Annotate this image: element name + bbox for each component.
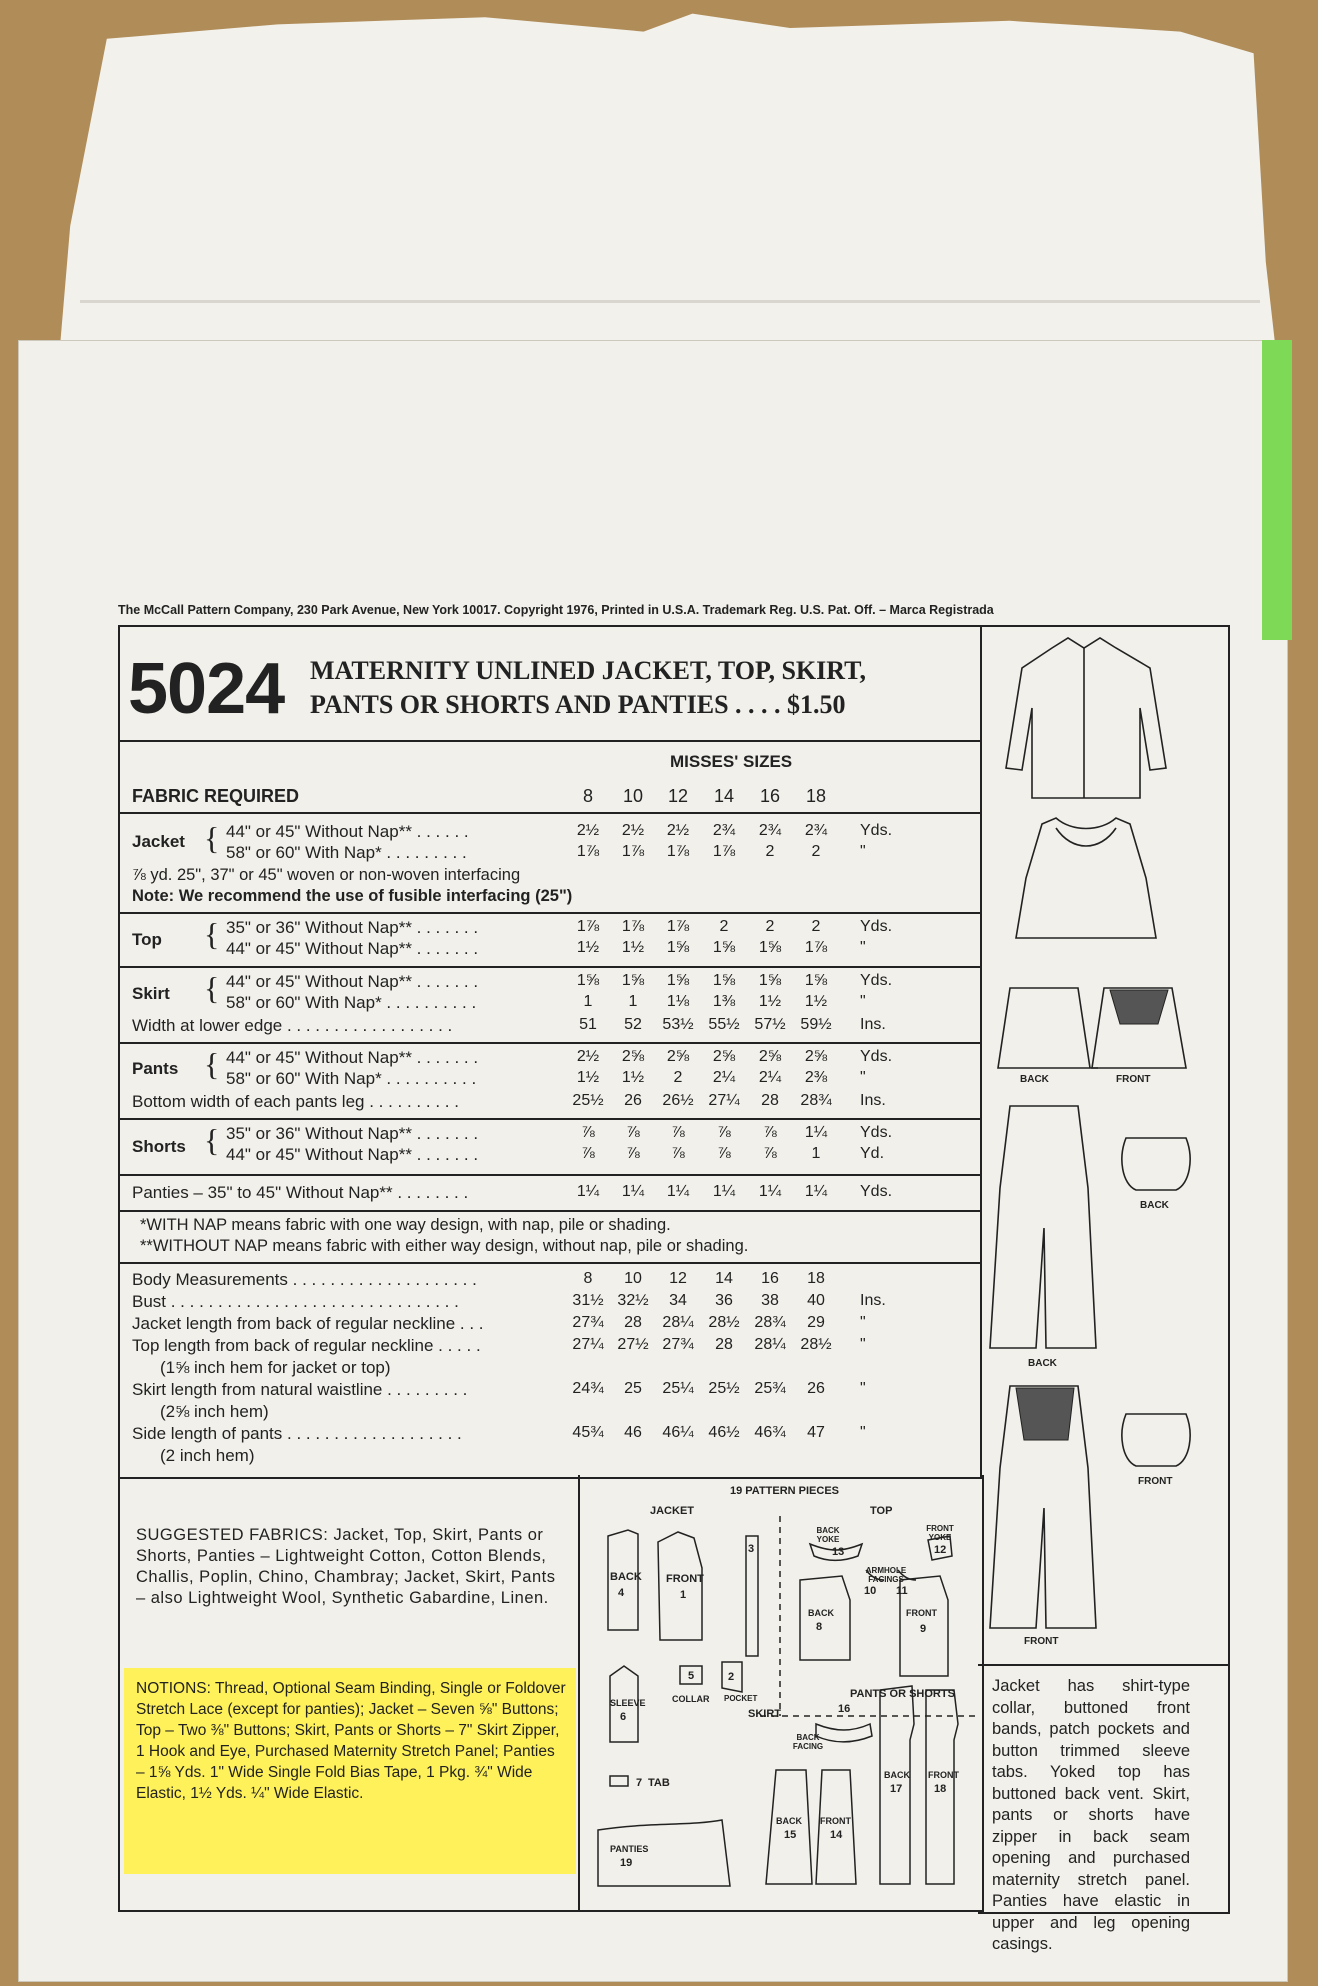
- row-value: 1⅝: [758, 939, 782, 956]
- row-value: 2: [719, 918, 729, 935]
- row-value: ⅞: [763, 1145, 777, 1162]
- row-unit: ": [860, 1380, 866, 1397]
- row-value: 2½: [576, 822, 600, 839]
- row-value: 2¾: [712, 822, 736, 839]
- piece-6-number: 6: [620, 1711, 627, 1723]
- row-value: 25¾: [754, 1380, 786, 1397]
- body-size: 12: [669, 1270, 687, 1287]
- row-value: ⅞: [717, 1145, 731, 1162]
- row-value: ⅞: [763, 1124, 777, 1141]
- row-desc: Bottom width of each pants leg . . . . . . . . . .: [132, 1092, 459, 1111]
- row-value: 51: [579, 1016, 597, 1033]
- row-desc: Jacket length from back of regular neckline . . .: [132, 1314, 484, 1333]
- body-size: 16: [761, 1270, 779, 1287]
- row-value: ⅞: [581, 1145, 595, 1162]
- row-value: 1⅛: [666, 993, 690, 1010]
- size-heading: 12: [667, 786, 689, 806]
- armhole-facings-label: ARMHOLE FACINGS: [865, 1566, 907, 1584]
- row-value: 1⅞: [576, 843, 600, 860]
- piece-panties-text: PANTIES: [610, 1844, 649, 1854]
- row-value: 59½: [800, 1016, 832, 1033]
- divider: [118, 1042, 980, 1044]
- piece-back-facing-16: [816, 1724, 872, 1742]
- row-value: 46: [624, 1424, 642, 1441]
- row-value: 52: [624, 1016, 642, 1033]
- illus-back-label-3: BACK: [1028, 1358, 1057, 1369]
- piece-skirt-back-text: BACK: [776, 1816, 802, 1826]
- row-value: 1½: [576, 939, 600, 956]
- row-unit: Yds.: [860, 1124, 893, 1141]
- row-value: 1⅝: [712, 939, 736, 956]
- pieces-jacket-label: JACKET: [650, 1505, 695, 1517]
- row-desc: 35" or 36" Without Nap** . . . . . . .: [226, 1124, 479, 1143]
- row-value: ⅞: [626, 1124, 640, 1141]
- envelope-flap: [58, 10, 1278, 370]
- skirt-back-illustration: [998, 988, 1098, 1068]
- piece-tab-7: [610, 1776, 628, 1786]
- size-heading: 8: [582, 786, 593, 806]
- row-unit: ": [860, 1314, 866, 1331]
- divider: [118, 1262, 980, 1264]
- row-value: 1⅞: [576, 918, 600, 935]
- pattern-number: 5024: [128, 649, 285, 729]
- row-value: 27¾: [662, 1336, 694, 1353]
- brace: {: [204, 1046, 220, 1082]
- piece-9-number: 9: [920, 1623, 927, 1635]
- body-size: 8: [583, 1270, 593, 1287]
- row-value: 1⅝: [666, 972, 690, 989]
- row-value: 1½: [576, 1069, 600, 1086]
- piece-front-1-text: FRONT: [666, 1573, 704, 1585]
- row-value: 2½: [621, 822, 645, 839]
- row-value: 55½: [708, 1016, 740, 1033]
- body-size: 14: [715, 1270, 733, 1287]
- row-value: 1¼: [758, 1183, 782, 1200]
- row-unit: ": [860, 1424, 866, 1441]
- piece-18-number: 18: [934, 1783, 947, 1795]
- row-value: 1½: [804, 993, 828, 1010]
- row-value: 36: [715, 1292, 733, 1309]
- piece-14-number: 14: [830, 1829, 843, 1841]
- row-value: 1¼: [666, 1183, 690, 1200]
- row-value: 1¼: [804, 1183, 828, 1200]
- interfacing-note: ⅞ yd. 25", 37" or 45" woven or non-woven interfacing: [132, 866, 521, 884]
- row-desc: 44" or 45" Without Nap** . . . . . .: [226, 822, 469, 841]
- suggested-fabrics: SUGGESTED FABRICS: Jacket, Top, Skirt, Pants or Shorts, Panties – Lightweight Cotton, Cotton Blends, Challis, Poplin, Chino, Chambray; Jacket, Skirt, Pants – also Lightweight Wool, Synthetic Gabardine, Linen.: [136, 1526, 556, 1607]
- row-desc: 58" or 60" With Nap* . . . . . . . . . .: [226, 993, 477, 1012]
- row-value: 28¾: [754, 1314, 786, 1331]
- size-heading: 18: [805, 786, 827, 806]
- row-value: 2⅝: [666, 1048, 690, 1065]
- divider: [118, 812, 980, 814]
- row-value: ⅞: [581, 1124, 595, 1141]
- piece-11-number: 11: [896, 1585, 908, 1597]
- row-value: 2: [765, 843, 775, 860]
- row-value: 2: [811, 843, 821, 860]
- illus-front-label-1: FRONT: [1116, 1074, 1151, 1085]
- row-value: 1½: [621, 1069, 645, 1086]
- piece-4-number: 4: [618, 1587, 625, 1599]
- row-value: 32½: [617, 1292, 649, 1309]
- piece-top-front-text: FRONT: [906, 1608, 937, 1618]
- row-value: 1¼: [621, 1183, 645, 1200]
- row-value: 28: [761, 1092, 779, 1109]
- illus-back-label-1: BACK: [1020, 1074, 1049, 1085]
- row-value: 1½: [758, 993, 782, 1010]
- row-desc: 58" or 60" With Nap* . . . . . . . . . .: [226, 1069, 477, 1088]
- jacket-label: Jacket: [132, 832, 185, 851]
- row-value: 27½: [617, 1336, 649, 1353]
- illus-back-label-2: BACK: [1140, 1200, 1169, 1211]
- piece-19-number: 19: [620, 1857, 633, 1869]
- row-value: 28¾: [800, 1092, 832, 1109]
- row-unit: Yd.: [860, 1145, 885, 1162]
- row-value: 1⅞: [666, 918, 690, 935]
- divider: [118, 912, 980, 914]
- brace: {: [204, 916, 220, 952]
- garment-illustrations: [980, 628, 1226, 1668]
- row-value: 1: [583, 993, 593, 1010]
- piece-top-back-text: BACK: [808, 1608, 834, 1618]
- row-value: 45¾: [572, 1424, 604, 1441]
- row-value: ⅞: [626, 1145, 640, 1162]
- row-value: 2¼: [712, 1069, 736, 1086]
- size-heading: 16: [759, 786, 781, 806]
- row-unit: ": [860, 993, 866, 1010]
- row-value: 2½: [576, 1048, 600, 1065]
- row-value: 40: [807, 1292, 825, 1309]
- pieces-pants-label: PANTS OR SHORTS: [850, 1688, 955, 1700]
- row-value: 1⅞: [666, 843, 690, 860]
- row-value: 2⅝: [621, 1048, 645, 1065]
- pants-back-illustration: [990, 1106, 1096, 1348]
- piece-skirt-front-14: [816, 1770, 856, 1884]
- row-value: 2¼: [758, 1069, 782, 1086]
- jacket-illustration: [1006, 638, 1166, 798]
- row-value: 25½: [708, 1380, 740, 1397]
- row-desc: Panties – 35" to 45" Without Nap** . . . . . . . .: [132, 1183, 469, 1202]
- row-desc: Side length of pants . . . . . . . . . . . . . . . . . . .: [132, 1424, 462, 1443]
- row-value: 2⅜: [804, 1069, 828, 1086]
- row-value: 29: [807, 1314, 825, 1331]
- row-value: ⅞: [671, 1124, 685, 1141]
- row-value: 1⅞: [621, 843, 645, 860]
- skirt-label: Skirt: [132, 984, 170, 1003]
- piece-5-number: 5: [688, 1670, 695, 1682]
- pocket-label: POCKET: [724, 1694, 758, 1703]
- row-value: 38: [761, 1292, 779, 1309]
- row-value: 1¼: [804, 1124, 828, 1141]
- row-value: 1⅝: [712, 972, 736, 989]
- row-desc: 44" or 45" Without Nap** . . . . . . .: [226, 972, 479, 991]
- illus-front-label-2: FRONT: [1138, 1476, 1173, 1487]
- row-value: 1⅞: [621, 918, 645, 935]
- top-label: Top: [132, 930, 162, 949]
- size-heading: 10: [622, 786, 644, 806]
- garment-description: Jacket has shirt-type collar, buttoned front bands, patch pockets and button trimmed sleeve tabs. Yoked top has buttoned back vent. Skirt, pants or shorts have zipper in back seam opening and purchased maternity stretch panel. Panties have elastic in upper and leg opening casings.: [992, 1677, 1190, 1953]
- green-tape: [1262, 340, 1292, 640]
- top-illustration: [1016, 818, 1156, 938]
- brace: {: [204, 1122, 220, 1158]
- pattern-pieces-title: 19 PATTERN PIECES: [730, 1485, 840, 1497]
- fabric-required-heading: FABRIC REQUIRED: [132, 786, 300, 806]
- flap-crease: [80, 300, 1260, 303]
- row-unit: Yds.: [860, 918, 893, 935]
- row-value: 1: [628, 993, 638, 1010]
- row-unit: ": [860, 1336, 866, 1353]
- row-value: 57½: [754, 1016, 786, 1033]
- row-unit: Ins.: [860, 1092, 886, 1109]
- row-desc: (2 inch hem): [160, 1446, 255, 1465]
- row-desc: Top length from back of regular neckline . . . . .: [132, 1336, 481, 1355]
- piece-top-back-8: [800, 1576, 850, 1660]
- row-value: 2: [765, 918, 775, 935]
- piece-pants-front-text: FRONT: [928, 1770, 959, 1780]
- piece-tab-text: TAB: [648, 1777, 670, 1789]
- body-header: Body Measurements . . . . . . . . . . . . . . . . . . . .: [132, 1270, 477, 1289]
- pattern-pieces-diagram: [580, 1480, 978, 1908]
- row-unit: ": [860, 939, 866, 956]
- row-value: 1½: [621, 939, 645, 956]
- row-value: 1⅜: [712, 993, 736, 1010]
- row-value: 2⅝: [712, 1048, 736, 1065]
- row-value: 46½: [708, 1424, 740, 1441]
- without-nap-note: **WITHOUT NAP means fabric with either way design, without nap, pile or shading.: [140, 1237, 749, 1255]
- divider: [118, 966, 980, 968]
- row-value: 25¼: [662, 1380, 694, 1397]
- row-unit: Ins.: [860, 1016, 886, 1033]
- row-value: 1¼: [576, 1183, 600, 1200]
- piece-15-number: 15: [784, 1829, 797, 1841]
- row-value: 1⅞: [712, 843, 736, 860]
- row-value: 28¼: [754, 1336, 786, 1353]
- back-yoke-label: BACK YOKE: [816, 1526, 840, 1544]
- size-heading: 14: [713, 786, 735, 806]
- row-desc: (1⅝ inch hem for jacket or top): [160, 1358, 391, 1377]
- row-desc: Width at lower edge . . . . . . . . . . . . . . . . . .: [132, 1016, 453, 1035]
- with-nap-note: *WITH NAP means fabric with one way design, with nap, pile or shading.: [140, 1216, 671, 1234]
- row-unit: ": [860, 843, 866, 860]
- body-size: 10: [624, 1270, 642, 1287]
- row-value: 31½: [572, 1292, 604, 1309]
- row-desc: 58" or 60" With Nap* . . . . . . . . .: [226, 843, 467, 862]
- row-value: 27¾: [572, 1314, 604, 1331]
- piece-sleeve-text: SLEEVE: [610, 1698, 646, 1708]
- row-value: 47: [807, 1424, 825, 1441]
- row-value: 28¼: [662, 1314, 694, 1331]
- row-unit: Yds.: [860, 972, 893, 989]
- row-value: 1⅝: [576, 972, 600, 989]
- piece-8-number: 8: [816, 1621, 823, 1633]
- row-value: 25½: [572, 1092, 604, 1109]
- piece-pants-back-text: BACK: [884, 1770, 910, 1780]
- piece-13-number: 13: [832, 1546, 845, 1558]
- row-value: 2⅝: [758, 1048, 782, 1065]
- row-value: 2: [673, 1069, 683, 1086]
- row-desc: Bust . . . . . . . . . . . . . . . . . . . . . . . . . . . . . . .: [132, 1292, 459, 1311]
- piece-armhole-10: [866, 1570, 884, 1580]
- row-value: 28: [624, 1314, 642, 1331]
- piece-7-number: 7: [636, 1777, 643, 1789]
- row-value: 1⅝: [758, 972, 782, 989]
- piece-10-number: 10: [864, 1585, 877, 1597]
- divider: [978, 1664, 1228, 1666]
- row-desc: 35" or 36" Without Nap** . . . . . . .: [226, 918, 479, 937]
- collar-label: COLLAR: [672, 1694, 710, 1704]
- piece-skirt-front-text: FRONT: [820, 1816, 851, 1826]
- pants-label: Pants: [132, 1059, 179, 1078]
- piece-17-number: 17: [890, 1783, 903, 1795]
- front-yoke-label: FRONT YOKE: [926, 1524, 954, 1542]
- row-desc: 44" or 45" Without Nap** . . . . . . .: [226, 1048, 479, 1067]
- brace: {: [204, 820, 220, 856]
- row-value: 1⅝: [621, 972, 645, 989]
- row-value: ⅞: [717, 1124, 731, 1141]
- row-value: 26: [807, 1380, 825, 1397]
- row-value: 24¾: [572, 1380, 604, 1397]
- piece-16-number: 16: [838, 1703, 851, 1715]
- pieces-top-label: TOP: [870, 1505, 893, 1517]
- row-value: 2⅝: [804, 1048, 828, 1065]
- row-value: 34: [669, 1292, 687, 1309]
- row-desc: Skirt length from natural waistline . . . . . . . . .: [132, 1380, 468, 1399]
- row-value: 1⅝: [666, 939, 690, 956]
- row-unit: Yds.: [860, 1183, 893, 1200]
- row-value: 26½: [662, 1092, 694, 1109]
- piece-back-4-text: BACK: [610, 1571, 642, 1583]
- row-value: 27¼: [708, 1092, 740, 1109]
- panties-back-illustration: [1122, 1138, 1190, 1190]
- row-value: 1¼: [712, 1183, 736, 1200]
- row-value: 2¾: [804, 822, 828, 839]
- divider: [118, 1118, 980, 1120]
- piece-skirt-back-15: [766, 1770, 812, 1884]
- piece-12-number: 12: [934, 1544, 947, 1556]
- piece-3-number: 3: [748, 1543, 755, 1555]
- row-value: 1⅝: [804, 972, 828, 989]
- row-desc: 44" or 45" Without Nap** . . . . . . .: [226, 939, 479, 958]
- row-value: 2¾: [758, 822, 782, 839]
- row-value: 28½: [708, 1314, 740, 1331]
- illus-front-label-3: FRONT: [1024, 1636, 1059, 1647]
- row-value: 2: [811, 918, 821, 935]
- row-value: 25: [624, 1380, 642, 1397]
- pattern-title-line1: MATERNITY UNLINED JACKET, TOP, SKIRT,: [310, 656, 867, 685]
- row-unit: ": [860, 1069, 866, 1086]
- fusible-note: Note: We recommend the use of fusible interfacing (25"): [132, 887, 573, 905]
- pieces-skirt-label: SKIRT: [748, 1708, 781, 1720]
- row-desc: (2⅝ inch hem): [160, 1402, 269, 1421]
- row-desc: 44" or 45" Without Nap** . . . . . . .: [226, 1145, 479, 1164]
- row-unit: Yds.: [860, 1048, 893, 1065]
- row-value: 28½: [800, 1336, 832, 1353]
- copyright-line: The McCall Pattern Company, 230 Park Avenue, New York 10017. Copyright 1976, Printed in U.S.A. Trademark Reg. U.S. Pat. Off. – Marca Registrada: [118, 603, 994, 617]
- piece-1-number: 1: [680, 1589, 687, 1601]
- brace: {: [204, 970, 220, 1006]
- piece-front-1: [658, 1532, 702, 1640]
- divider: [118, 1210, 980, 1212]
- row-value: 26: [624, 1092, 642, 1109]
- row-value: 46¾: [754, 1424, 786, 1441]
- divider: [118, 1174, 980, 1176]
- shorts-label: Shorts: [132, 1137, 186, 1156]
- notions-text: NOTIONS: Thread, Optional Seam Binding, Single or Foldover Stretch Lace (except for panties); Jacket – Seven ⅝" Buttons; Top – Two ⅜" Buttons; Skirt, Pants or Shorts – 7" Skirt Zipper, 1 Hook and Eye, Purchased Maternity Stretch Panel; Panties – 1⅝ Yds. 1" Wide Single Fold Bias Tape, 1 Pkg. ¾" Wide Elastic, 1½ Yds. ¼" Wide Elastic.: [136, 1680, 566, 1802]
- row-value: ⅞: [671, 1145, 685, 1162]
- panties-front-illustration: [1122, 1414, 1190, 1466]
- piece-2-number: 2: [728, 1671, 735, 1683]
- row-unit: Yds.: [860, 822, 893, 839]
- row-value: 1⅞: [804, 939, 828, 956]
- row-value: 28: [715, 1336, 733, 1353]
- body-size: 18: [807, 1270, 825, 1287]
- row-value: 53½: [662, 1016, 694, 1033]
- misses-sizes-heading: MISSES' SIZES: [670, 752, 793, 771]
- back-facing-label: BACK FACING: [792, 1733, 824, 1751]
- pattern-title-line2: PANTS OR SHORTS AND PANTIES . . . . $1.50: [310, 690, 846, 719]
- divider: [118, 740, 980, 742]
- row-value: 27¼: [572, 1336, 604, 1353]
- row-value: 1: [811, 1145, 821, 1162]
- row-unit: Ins.: [860, 1292, 886, 1309]
- row-value: 46¼: [662, 1424, 694, 1441]
- row-value: 2½: [666, 822, 690, 839]
